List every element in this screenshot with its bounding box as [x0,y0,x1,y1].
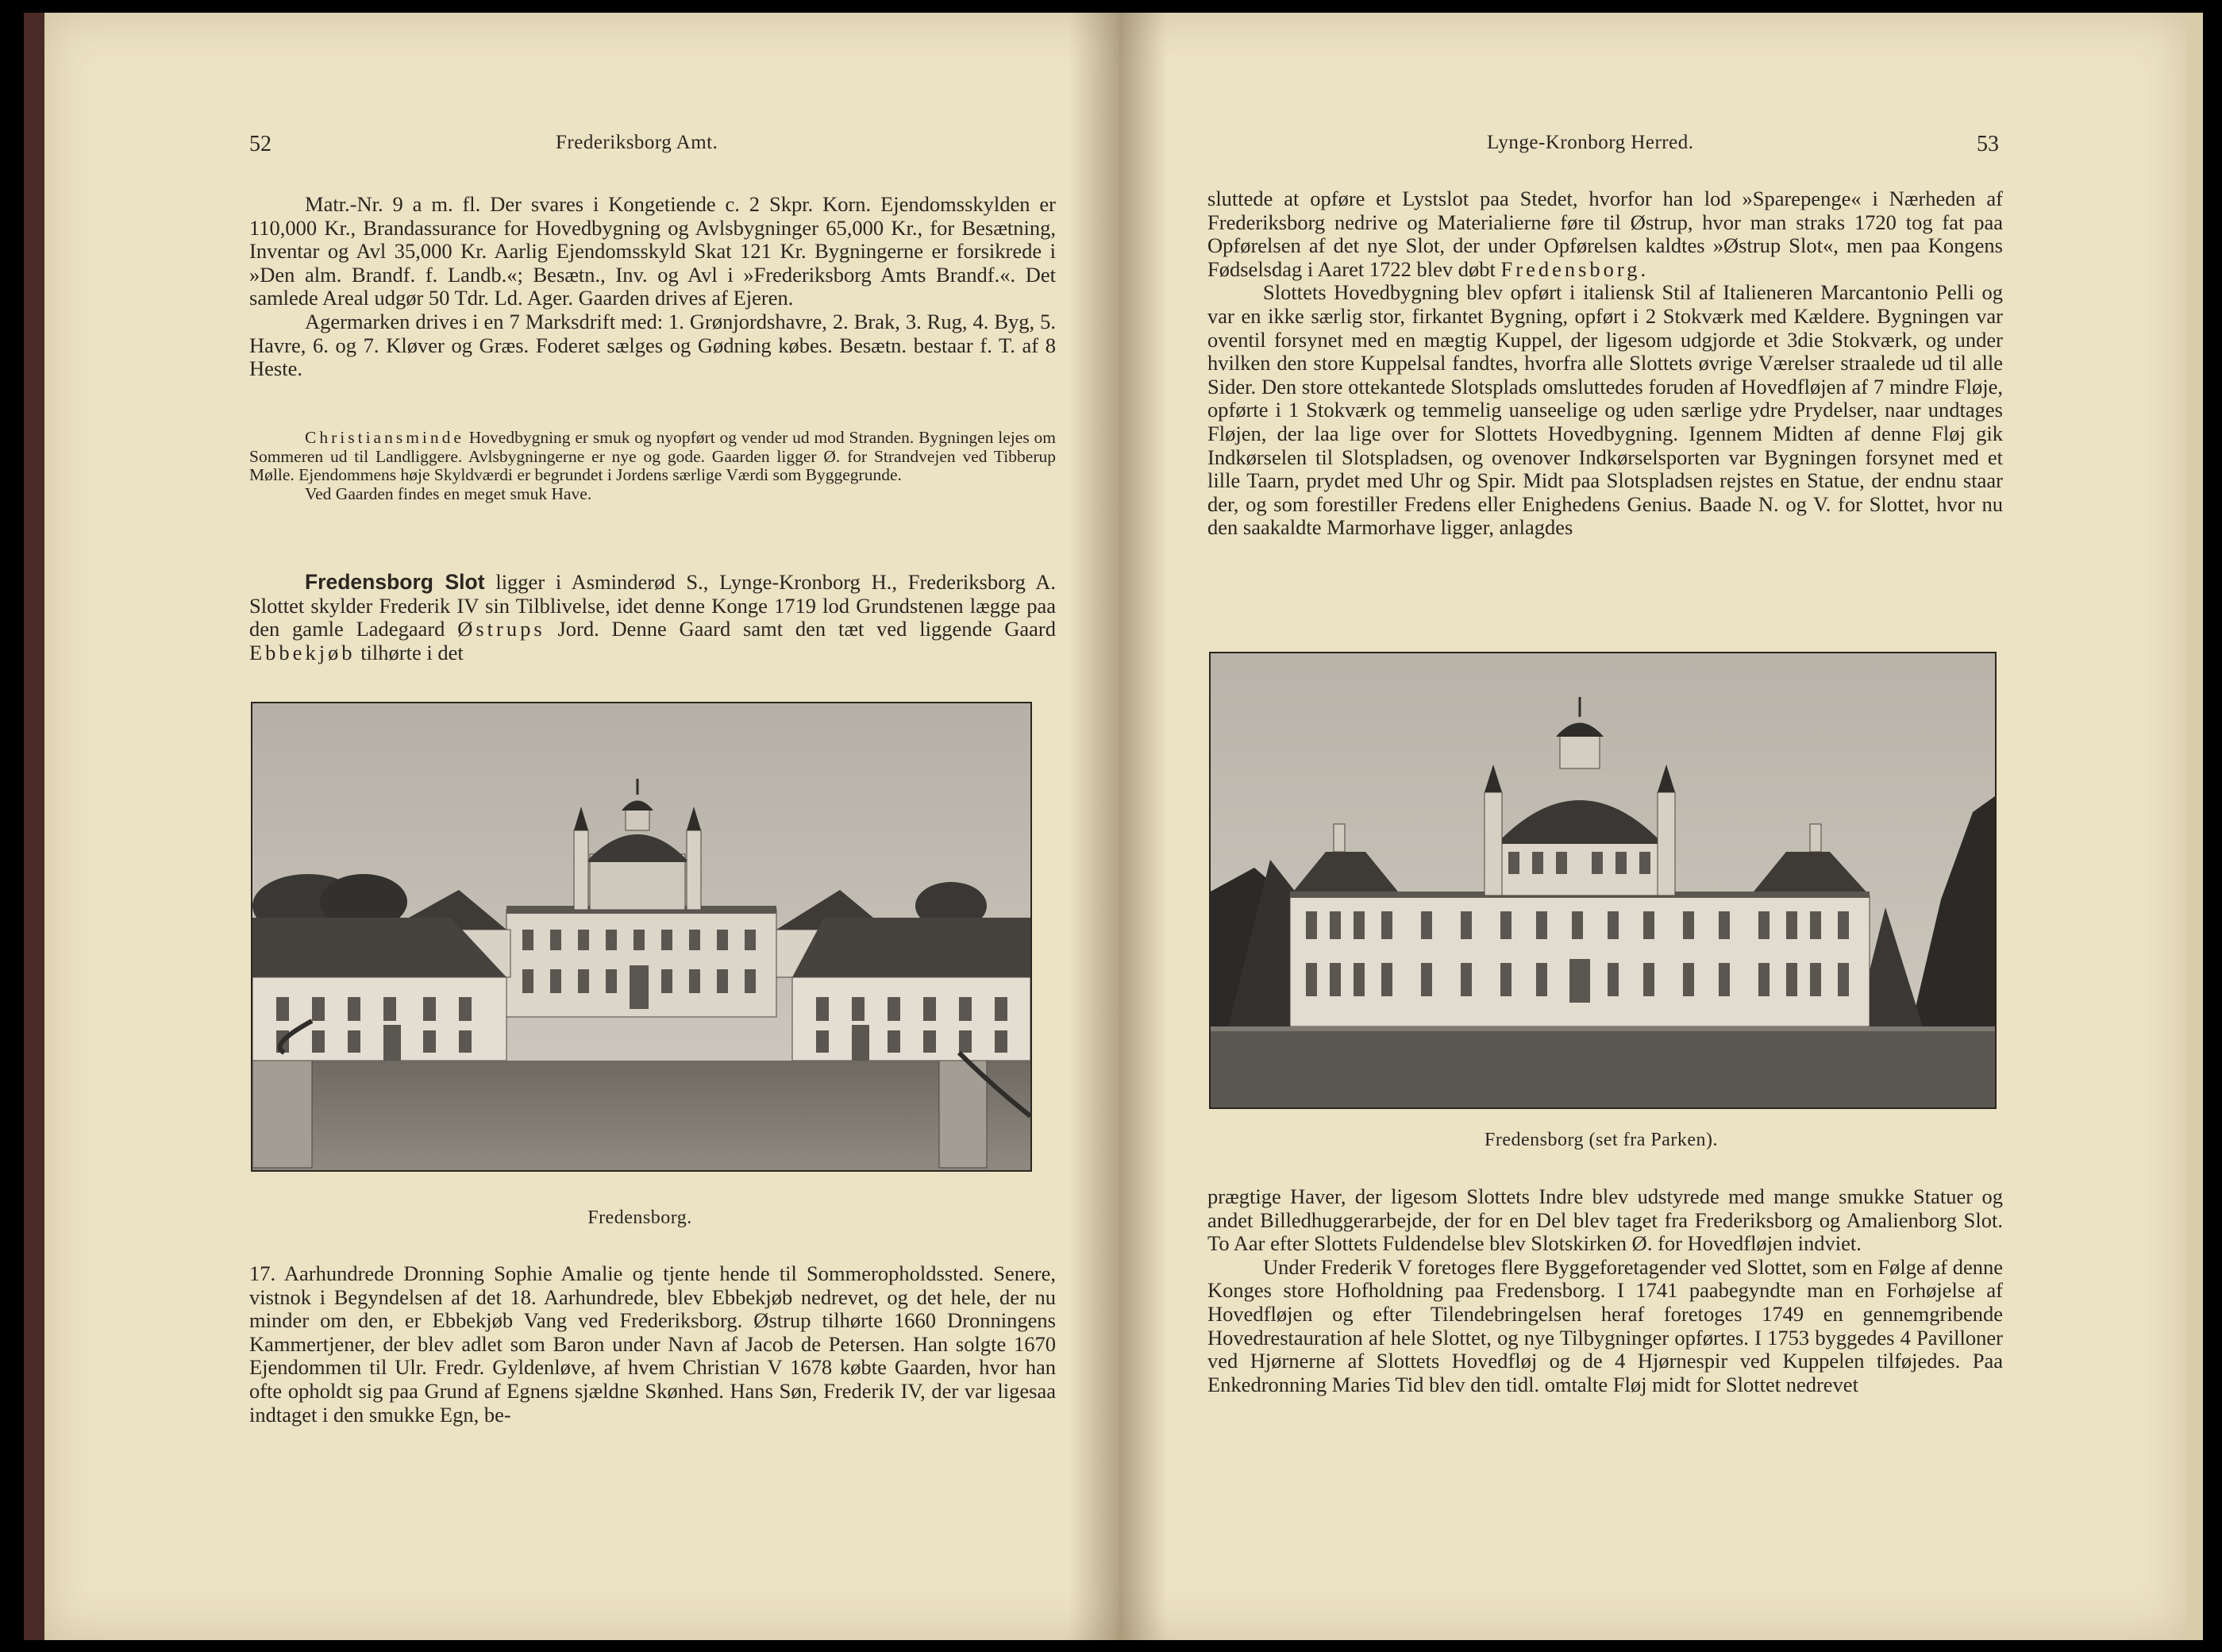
running-head-left: Frederiksborg Amt. [556,132,718,153]
name-ebbekjob: Ebbekjøb [249,640,356,664]
christiansminde-text: Hovedbygning er smuk og nyopført og vender ud mod Stranden. Bygningen lejes om Sommeren ud til Landliggere. Avlsbygningerne er nye og gode. Gaarden ligger Ø. for Strandvejen ved Tibberup Mølle. Ejendommens høje Skyldværdi er begrundet i Jordens særlige Værdi som Byggegrunde. [249,428,1056,485]
name-fredensborg: Fredensborg [1500,256,1641,281]
paragraph-fredensborg-slot [249,571,1056,664]
text-segment: ligger i Asminderød S., Lynge-Kronborg H., Frederiksborg A. Slottet skylder Frederik IV sin Tilblivelse, idet denne Konge 1719 lod Grundstenen lægge paa den gamle Ladegaard [249,570,1056,641]
paragraph-hovedbygning: Slottets Hovedbygning blev opført i italiensk Stil af Italieneren Marcantonio Pelli og var en ikke særlig stor, firkantet Bygning, opført i 2 Stokværk med Kældere. Bygningen var oventil forsynet med en mægtig Kuppel, der ligesom udgjorde et 3die Stokværk, og under hvilken den store Kuppelsal fandtes, hvorfra alle Slottets øvrige Værelser straalede ud til alle Sider. Den store ottekantede Slotsplads omsluttedes foruden af Hovedfløjen af 7 mindre Fløje, opførte i 1 Stokværk og temmelig uanseelige og uden særlige ydre Prydelser, naar undtages Fløjen, der laa lige over for Slottets Hovedbygning. Igennem Midten af denne Fløj gik Indkørselen til Slotspladsen, og ovenover Indkørselsporten var Bygningen forsynet med et lille Taarn, prydet med Uhr og Spir. Midt paa Slotspladsen rejstes en Statue, der endnu staar der, og som forestiller Fredens eller Enighedens Genius. Baade N. og V. for Slottet, hvor nu den saakaldte Marmorhave ligger, anlagdes [1207,280,2003,540]
paragraph-have: Ved Gaarden findes en meget smuk Have. [305,483,592,503]
paragraph-frederik-v: Under Frederik V foretoges flere Byggeforetagender ved Slottet, som en Følge af denne Konges store Hofholdning paa Fredensborg. I 1741 paabegyndte man en Forhøjelse af Hovedfløjen og efter Tilendebringelsen heraf foretoges 1749 en gennemgribende Hovedrestauration af hele Slottet, og nye Tilbygninger opførtes. I 1753 byggedes 4 Pavilloner ved Hjørnerne af Slottets Hovedfløj og de 4 Hjørnespir ved Kuppelen tilføjedes. Paa Enkedronning Maries Tid blev den tidl. omtalte Fløj midt for Slottet nedrevet [1207,1254,2003,1396]
left-text-block-2 [249,571,1056,664]
right-page [1119,13,2203,1640]
running-head-right: Lynge-Kronborg Herred. [1487,132,1694,153]
page-number-right: 53 [1977,132,1999,156]
left-page [24,13,1124,1640]
paragraph-17-aarhundrede: 17. Aarhundrede Dronning Sophie Amalie og tjente hende til Sommeropholdssted. Senere, vistnok i Begyndelsen af det 18. Aarhundrede, blev Ebbekjøb nedrevet, og det hele, der nu minder om den, er Ebbekjøb Vang ved Frederiksborg. Østrup tilhørte 1660 Dronningens Kammertjener, der blev adlet som Baron under Navn af Jacob de Petersen. Han solgte 1670 Ejendommen til Ulr. Fredr. Gyldenløve, af hvem Christian V 1678 købte Gaarden, hvor han ofte opholdt sig paa Grund af Egnens sjældne Skønhed. Hans Søn, Frederik IV, der var ligesaa indtaget i den smukke Egn, be- [249,1261,1056,1427]
paragraph-sluttede [1207,187,2003,281]
text-segment: . [1640,256,1646,281]
paragraph-praegtige-haver: prægtige Haver, der ligesom Slottets Indre blev udstyrede med mange smukke Statuer og andet Billedhuggerarbejde, der for en Del blev taget fra Frederiksborg og Amalienborg Slot. To Aar efter Slottets Fuldendelse blev Slotskirken Ø. for Hovedfløjen indviet. [1207,1184,2003,1256]
caption-left-photo: Fredensborg. [587,1207,692,1228]
right-text-block-1 [1207,187,2003,540]
left-text-block-1 [249,193,1056,381]
left-small-print [249,429,1056,503]
paragraph-christiansminde [249,429,1056,485]
caption-right-photo: Fredensborg (set fra Parken). [1485,1130,1718,1150]
heading-fredensborg-slot: Fredensborg Slot [305,570,485,594]
text-segment: Jord. Denne Gaard samt den tæt ved liggende Gaard [545,617,1057,641]
right-text-block-2 [1207,1185,2003,1396]
text-segment: tilhørte i det [355,640,464,664]
left-page-gutter-shadow [1069,13,1124,1640]
name-ostrups: Østrups [457,617,545,641]
name-christiansminde: Christiansminde [305,428,464,447]
photo-fredensborg-courtyard [251,702,1032,1172]
paragraph-matr: Matr.-Nr. 9 a m. fl. Der svares i Kongetiende c. 2 Skpr. Korn. Ejendomsskylden er 110,000 Kr., Brandassurance for Hovedbygning og Avlsbygninger 65,000 Kr., for Besætning, Inventar og Avl 35,000 Kr. Aarlig Ejendomsskyld Skat 121 Kr. Bygningerne er forsikrede i »Den alm. Brandf. f. Landb.«; Besætn., Inv. og Avl i »Frederiksborg Amts Brandf.«. Det samlede Areal udgør 50 Tdr. Ld. Ager. Gaarden drives af Ejeren. [249,192,1056,310]
text-segment: sluttede at opføre et Lystslot paa Stedet, hvorfor han lod »Sparepenge« i Nærheden af Frederiksborg nedrive og Materialierne føre til Østrup, hvor man straks 1720 tog fat paa Opførelsen af det nye Slot, der under Opførelsen kaldtes »Østrup Slot«, men paa Kongens Fødselsdag i Aaret 1722 blev døbt [1207,187,2003,281]
page-number-left: 52 [249,132,271,156]
photo-fredensborg-from-park [1209,652,1997,1109]
paragraph-agermarken: Agermarken drives i en 7 Marksdrift med: 1. Grønjordshavre, 2. Brak, 3. Rug, 4. Byg, 5. Havre, 6. og 7. Kløver og Græs. Foderet sælges og Gødning købes. Besætn. bestaar f. T. af 8 Heste. [249,309,1056,381]
right-page-gutter-shadow [1119,13,1167,1640]
left-text-block-3 [249,1262,1056,1427]
